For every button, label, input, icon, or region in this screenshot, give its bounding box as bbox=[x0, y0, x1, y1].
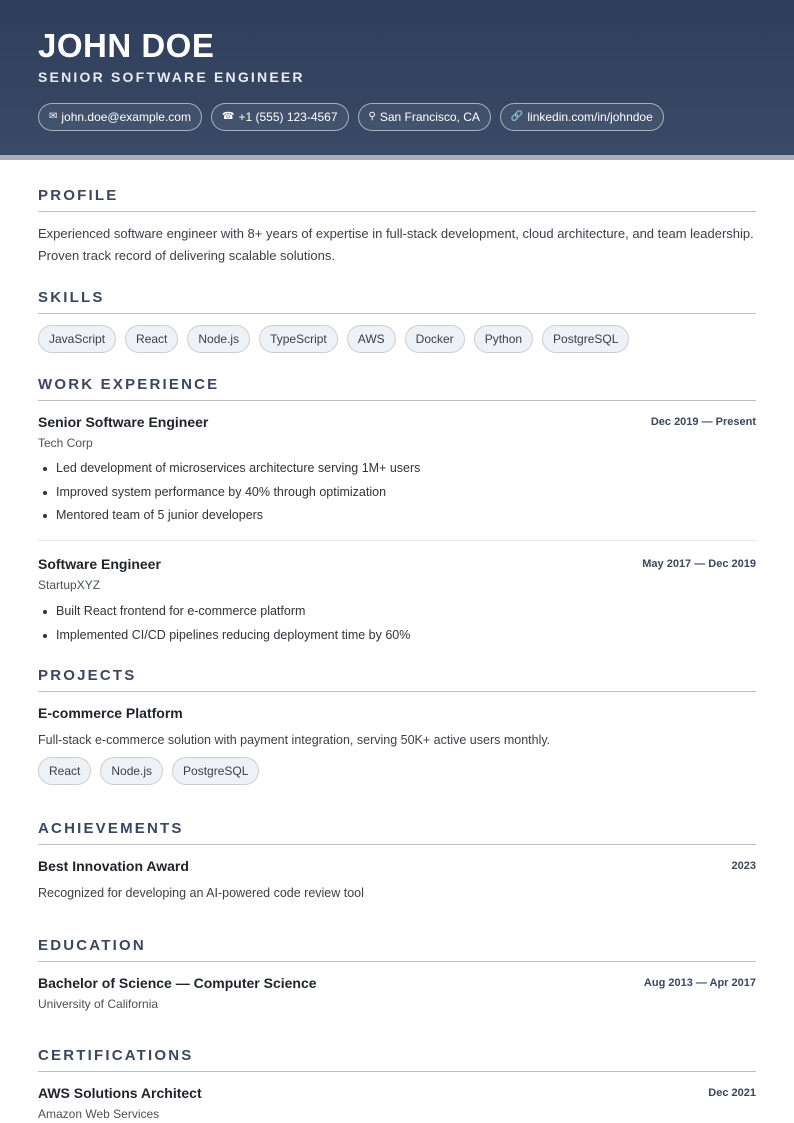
job-bullet: Implemented CI/CD pipelines reducing deployment time by 60% bbox=[38, 624, 756, 648]
contact-list bbox=[38, 103, 664, 131]
job-header bbox=[38, 413, 756, 431]
skill-tag: TypeScript bbox=[259, 325, 338, 353]
skill-tag: PostgreSQL bbox=[542, 325, 629, 353]
section-rule bbox=[38, 400, 756, 401]
skill-tag: Docker bbox=[405, 325, 465, 353]
project-name: E-commerce Platform bbox=[38, 705, 183, 721]
certification-header bbox=[38, 1084, 756, 1102]
location-pin-icon: ⚲ bbox=[368, 111, 376, 122]
job-bullet: Mentored team of 5 junior developers bbox=[38, 504, 756, 528]
skill-tag: Python bbox=[474, 325, 533, 353]
contact-email-text: john.doe@example.com bbox=[61, 110, 191, 124]
job-bullet: Led development of microservices architecture serving 1M+ users bbox=[38, 457, 756, 481]
section-achievements bbox=[38, 820, 756, 838]
achievement-name: Best Innovation Award bbox=[38, 858, 189, 874]
job-divider bbox=[38, 540, 756, 541]
project-header bbox=[38, 704, 756, 722]
job-bullets bbox=[38, 457, 756, 528]
section-title-certifications: CERTIFICATIONS bbox=[38, 1047, 194, 1064]
section-education bbox=[38, 937, 756, 955]
education-degree: Bachelor of Science — Computer Science bbox=[38, 975, 317, 991]
achievement-description: Recognized for developing an AI-powered code review tool bbox=[38, 886, 364, 900]
section-skills bbox=[38, 289, 756, 307]
education-school: University of California bbox=[38, 997, 159, 1011]
contact-email[interactable] bbox=[38, 103, 202, 131]
job-title: Software Engineer bbox=[38, 556, 161, 572]
tech-tag: Node.js bbox=[100, 757, 163, 785]
section-rule bbox=[38, 961, 756, 962]
education-dates: Aug 2013 — Apr 2017 bbox=[643, 977, 756, 989]
project-tech-list bbox=[38, 757, 259, 785]
section-profile bbox=[38, 187, 756, 205]
job-title: Senior Software Engineer bbox=[38, 414, 209, 430]
tech-tag: PostgreSQL bbox=[172, 757, 259, 785]
job-dates: Dec 2019 — Present bbox=[650, 416, 756, 428]
contact-linkedin-text: linkedin.com/in/johndoe bbox=[527, 110, 653, 124]
header-divider bbox=[0, 155, 794, 160]
section-title-projects: PROJECTS bbox=[38, 667, 137, 684]
skill-tag: React bbox=[125, 325, 178, 353]
skill-tag: AWS bbox=[347, 325, 396, 353]
section-title-achievements: ACHIEVEMENTS bbox=[38, 820, 184, 837]
job-bullet: Built React frontend for e-commerce platform bbox=[38, 600, 756, 624]
section-title-skills: SKILLS bbox=[38, 289, 105, 306]
candidate-role: SENIOR SOFTWARE ENGINEER bbox=[38, 69, 305, 85]
section-title-experience: WORK EXPERIENCE bbox=[38, 376, 220, 393]
contact-linkedin[interactable] bbox=[500, 103, 664, 131]
contact-phone[interactable] bbox=[211, 103, 349, 131]
contact-location[interactable] bbox=[358, 103, 491, 131]
achievement-year: 2023 bbox=[731, 860, 756, 872]
project-description: Full-stack e-commerce solution with payment integration, serving 50K+ active users monthly. bbox=[38, 733, 551, 747]
section-rule bbox=[38, 844, 756, 845]
skills-list bbox=[38, 325, 629, 353]
job-header bbox=[38, 555, 756, 573]
certification-name: AWS Solutions Architect bbox=[38, 1085, 202, 1101]
certification-issuer: Amazon Web Services bbox=[38, 1107, 160, 1121]
section-rule bbox=[38, 313, 756, 314]
certification-date: Dec 2021 bbox=[708, 1087, 756, 1099]
job-company: Tech Corp bbox=[38, 436, 93, 450]
section-title-education: EDUCATION bbox=[38, 937, 146, 954]
tech-tag: React bbox=[38, 757, 91, 785]
contact-phone-text: +1 (555) 123-4567 bbox=[238, 110, 338, 124]
achievement-header bbox=[38, 857, 756, 875]
contact-location-text: San Francisco, CA bbox=[379, 110, 480, 124]
education-header bbox=[38, 974, 756, 992]
candidate-name: JOHN DOE bbox=[38, 27, 215, 64]
section-certifications bbox=[38, 1047, 756, 1065]
link-icon: 🔗 bbox=[510, 111, 524, 122]
section-rule bbox=[38, 211, 756, 212]
job-bullet: Improved system performance by 40% through optimization bbox=[38, 481, 756, 505]
section-rule bbox=[38, 1071, 756, 1072]
section-rule bbox=[38, 691, 756, 692]
envelope-icon: ✉ bbox=[49, 111, 58, 122]
job-dates: May 2017 — Dec 2019 bbox=[642, 558, 756, 570]
skill-tag: JavaScript bbox=[38, 325, 116, 353]
phone-icon: ☎ bbox=[221, 111, 235, 122]
job-bullets bbox=[38, 600, 756, 647]
section-title-profile: PROFILE bbox=[38, 187, 119, 204]
section-projects bbox=[38, 667, 756, 685]
skill-tag: Node.js bbox=[187, 325, 250, 353]
job-company: StartupXYZ bbox=[38, 578, 101, 592]
resume-header bbox=[0, 0, 794, 155]
profile-summary: Experienced software engineer with 8+ years of expertise in full-stack development, cloud architecture, and team leadership. Proven track record of delivering scalable solutions. bbox=[38, 226, 754, 263]
section-work-experience bbox=[38, 376, 756, 394]
